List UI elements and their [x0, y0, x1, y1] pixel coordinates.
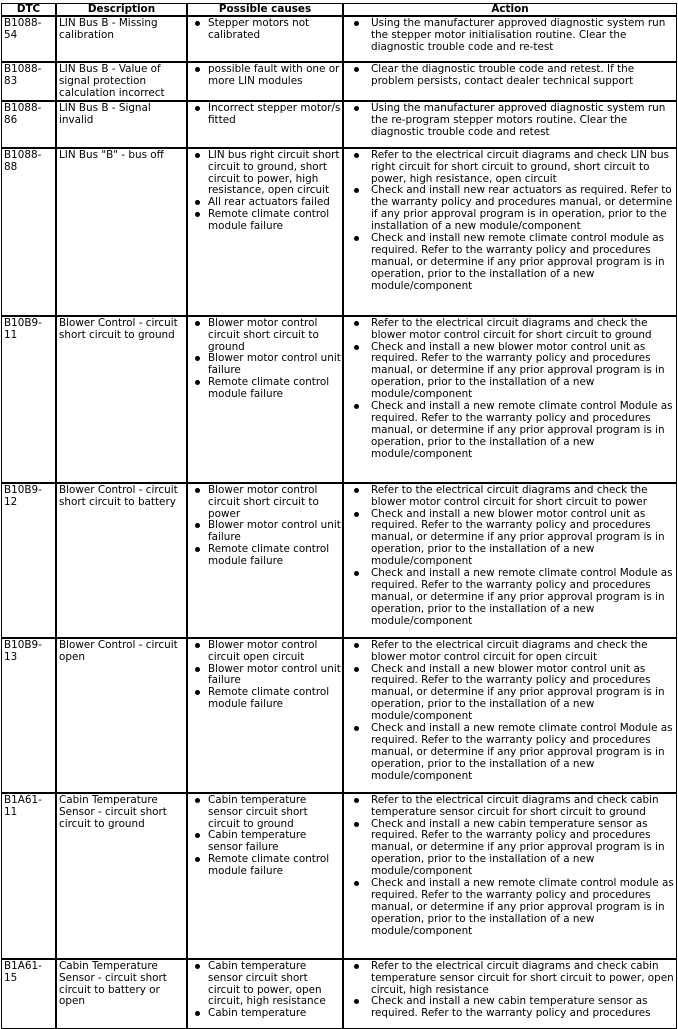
causes-list [190, 64, 341, 88]
table-row [1, 16, 677, 62]
causes-list [190, 18, 341, 42]
action-item: Check and install new rear actuators as required. Refer to the warranty policy and procedures manual, or determine if any prior approval program is in operation, prior to the installation of a new module/component [371, 185, 675, 233]
dtc-description: LIN Bus B - Missing calibration [56, 16, 187, 62]
action-cell [343, 638, 677, 793]
possible-causes-cell [187, 101, 343, 148]
actions-list [346, 18, 675, 54]
possible-causes-cell [187, 16, 343, 62]
action-item: Using the manufacturer approved diagnostic system run the stepper motor initialisation routine. Clear the diagnostic trouble code and re-test [371, 18, 675, 54]
cause-item: Cabin temperature [208, 1008, 341, 1020]
possible-causes-cell [187, 793, 343, 959]
cause-item: Remote climate control module failure [208, 209, 341, 233]
action-item: Check and install a new remote climate control Module as required. Refer to the warranty policy and procedures manual, or determine if any prior approval program is in operation, prior to the installation of a new module/component [371, 723, 675, 783]
possible-causes-cell [187, 316, 343, 483]
action-item: Check and install a new remote climate control Module as required. Refer to the warranty policy and procedures manual, or determine if any prior approval program is in operation, prior to the installation of a new module/component [371, 401, 675, 461]
dtc-description: LIN Bus B - Signal invalid [56, 101, 187, 148]
cause-item: Blower motor control circuit short circuit to ground [208, 318, 341, 354]
action-item: Check and install a new blower motor control unit as required. Refer to the warranty policy and procedures manual, or determine if any prior approval program is in operation, prior to the installation of a new module/component [371, 664, 675, 724]
cause-item: Cabin temperature sensor circuit short circuit to ground [208, 795, 341, 831]
table-row [1, 101, 677, 148]
actions-list [346, 318, 675, 461]
cause-item: Blower motor control unit failure [208, 662, 341, 687]
dtc-description: Blower Control - circuit open [56, 638, 187, 793]
action-item: Refer to the electrical circuit diagrams and check LIN bus right circuit for short circuit to ground, short circuit to power, high resistance, open circuit [371, 150, 675, 186]
action-cell [343, 16, 677, 62]
action-item: Check and install new remote climate control module as required. Refer to the warranty policy and procedures manual, or determine if any prior approval program is in operation, prior to the installation of a new module/component [371, 233, 675, 293]
action-item: Refer to the electrical circuit diagrams and check the blower motor control circuit for open circuit [371, 640, 675, 664]
actions-list [346, 150, 675, 293]
possible-causes-cell [187, 148, 343, 316]
action-item: Refer to the electrical circuit diagrams and check cabin temperature sensor circuit for short circuit to ground [371, 795, 675, 819]
table-row [1, 793, 677, 959]
actions-list [346, 103, 675, 139]
dtc-code: B1088-54 [1, 16, 56, 62]
cause-item: Blower motor control circuit open circuit [208, 640, 341, 664]
causes-list [190, 150, 341, 233]
action-item: Check and install a new remote climate control Module as required. Refer to the warranty policy and procedures manual, or determine if any prior approval program is in operation, prior to the installation of a new module/component [371, 568, 675, 628]
dtc-code: B10B9-13 [1, 638, 56, 793]
causes-list [190, 795, 341, 878]
action-item: Check and install a new blower motor control unit as required. Refer to the warranty policy and procedures manual, or determine if any prior approval program is in operation, prior to the installation of a new module/component [371, 342, 675, 402]
cause-item: Cabin temperature sensor circuit short circuit to power, open circuit, high resistance [208, 961, 341, 1009]
causes-list [190, 640, 341, 711]
action-cell [343, 483, 677, 638]
header-action: Action [343, 3, 677, 16]
dtc-description: Cabin Temperature Sensor - circuit short circuit to battery or open [56, 959, 187, 1029]
dtc-description: Cabin Temperature Sensor - circuit short circuit to ground [56, 793, 187, 959]
action-cell [343, 148, 677, 316]
action-item: Refer to the electrical circuit diagrams and check cabin temperature sensor circuit for short circuit to power, open circuit, high resistance [371, 959, 674, 996]
possible-causes-cell [187, 62, 343, 101]
dtc-description: Blower Control - circuit short circuit to battery [56, 483, 187, 638]
action-cell [343, 316, 677, 483]
action-cell [343, 101, 677, 148]
table-row [1, 638, 677, 793]
cause-item: Stepper motors not calibrated [208, 18, 341, 42]
cause-item: Remote climate control module failure [208, 544, 341, 568]
cause-item: Cabin temperature sensor failure [208, 830, 341, 854]
action-item: Using the manufacturer approved diagnostic system run the re-program stepper motors routine. Clear the diagnostic trouble code and retest [371, 103, 675, 139]
possible-causes-cell [187, 483, 343, 638]
cause-item: Remote climate control module failure [208, 377, 341, 401]
table-row [1, 483, 677, 638]
dtc-description: LIN Bus B - Value of signal protection calculation incorrect [56, 62, 187, 101]
action-item: Refer to the electrical circuit diagrams and check the blower motor control circuit for short circuit to power [371, 485, 675, 509]
causes-list [190, 318, 341, 401]
dtc-code: B1A61-15 [1, 959, 56, 1029]
possible-causes-cell [187, 959, 343, 1029]
cause-item: Remote climate control module failure [208, 687, 341, 711]
actions-list [346, 485, 675, 628]
dtc-code: B10B9-11 [1, 316, 56, 483]
dtc-code: B1088-86 [1, 101, 56, 148]
action-item: Refer to the electrical circuit diagrams and check the blower motor control circuit for short circuit to ground [371, 318, 675, 342]
dtc-code: B10B9-12 [1, 483, 56, 638]
actions-list [346, 795, 675, 938]
cause-item: Remote climate control module failure [208, 854, 341, 878]
action-cell [343, 793, 677, 959]
cause-item: Blower motor control unit failure [208, 519, 341, 544]
cause-item: Incorrect stepper motor/s fitted [208, 101, 341, 126]
action-item: Check and install a new cabin temperature sensor as required. Refer to the warranty policy and procedures manual, or determine if any prior approval program is in operation, prior to the installation of a new module/component [371, 819, 675, 879]
table-row [1, 148, 677, 316]
table-row [1, 62, 677, 101]
table-row [1, 316, 677, 483]
cause-item: LIN bus right circuit short circuit to ground, short circuit to power, high resistance, open circuit [208, 148, 340, 197]
table-row [1, 959, 677, 1029]
table-header-row [1, 3, 677, 16]
dtc-code: B1A61-11 [1, 793, 56, 959]
dtc-description: LIN Bus "B" - bus off [56, 148, 187, 316]
causes-list [190, 103, 341, 127]
dtc-table [1, 3, 677, 1029]
header-description: Description [56, 3, 187, 16]
actions-list [346, 640, 675, 783]
dtc-code: B1088-83 [1, 62, 56, 101]
cause-item: All rear actuators failed [208, 197, 341, 209]
cause-item: Blower motor control circuit short circuit to power [208, 485, 341, 521]
action-item: Check and install a new blower motor control unit as required. Refer to the warranty policy and procedures manual, or determine if any prior approval program is in operation, prior to the installation of a new module/component [371, 509, 675, 569]
header-possible-causes: Possible causes [187, 3, 343, 16]
table-body [1, 16, 677, 1029]
action-item: Clear the diagnostic trouble code and retest. If the problem persists, contact dealer technical support [371, 64, 675, 88]
cause-item: Blower motor control unit failure [208, 352, 341, 377]
possible-causes-cell [187, 638, 343, 793]
action-item: Check and install a new remote climate control module as required. Refer to the warranty policy and procedures manual, or determine if any prior approval program is in operation, prior to the installation of a new module/component [371, 877, 674, 937]
action-item: Check and install a new cabin temperature sensor as required. Refer to the warranty policy and procedures [371, 996, 675, 1020]
dtc-code: B1088-88 [1, 148, 56, 316]
causes-list [190, 485, 341, 568]
causes-list [190, 961, 341, 1021]
action-cell [343, 62, 677, 101]
actions-list [346, 64, 675, 88]
dtc-description: Blower Control - circuit short circuit to ground [56, 316, 187, 483]
cause-item: possible fault with one or more LIN modules [208, 63, 340, 87]
actions-list [346, 961, 675, 1021]
header-dtc: DTC [1, 3, 56, 16]
action-cell [343, 959, 677, 1029]
